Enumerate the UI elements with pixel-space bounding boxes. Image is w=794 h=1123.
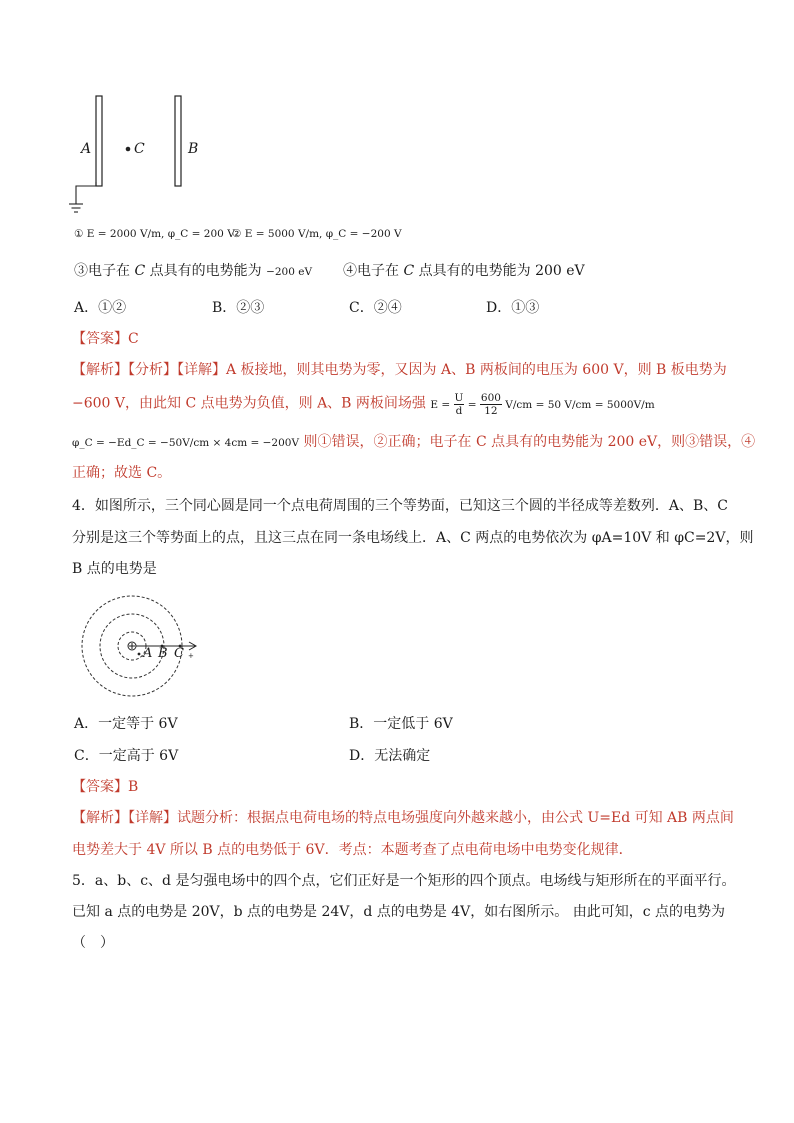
q3-opt4-c: C xyxy=(403,263,415,279)
q3-opt3-val: −200 eV xyxy=(266,266,313,278)
fig2-label-b: B xyxy=(158,646,168,661)
q5-stem-line-2: 已知 a 点的电势是 20V，b 点的电势是 24V，d 点的电势是 4V，如右图所示。 由此可知，c 点的电势为 xyxy=(72,904,726,920)
fig2-label-c: C xyxy=(174,646,184,661)
q3-choice-d: D．①③ xyxy=(486,300,540,316)
q3-exp-line1: A 板接地，则其电势为零，又因为 A、B 两板间的电压为 600 V，则 B 板电势为 xyxy=(226,362,727,378)
q4-stem-line-2: 分别是这三个等势面上的点，且这三点在同一条电场线上．A、C 两点的电势依次为 φA=10V 和 φC=2V，则 xyxy=(72,530,754,546)
q3-opt4-pre: ④电子在 xyxy=(343,263,404,279)
q3-exp-line3-eq: φ_C = −Ed_C = −50V/cm × 4cm = −200V xyxy=(72,437,300,449)
q3-exp-eq1 xyxy=(430,392,655,417)
q3-exp-line2a: −600 V，由此知 C 点电势为负值，则 A、B 两板间场强 xyxy=(72,395,426,412)
q3-explanation-line-4: 正确；故选 C。 xyxy=(72,465,172,481)
point-c-dot xyxy=(126,147,131,152)
q3-exp-line3-text: 则①错误，②正确；电子在 C 点具有的电势能为 200 eV，则③错误，④ xyxy=(299,434,756,450)
q3-explanation-line-2 xyxy=(72,392,655,417)
q4-exp-line1: 试题分析：根据点电荷电场的特点电场强度向外越来越小，由公式 U=Ed 可知 AB 两点间 xyxy=(177,810,734,826)
q3-exp-tag: 【解析】【分析】【详解】 xyxy=(72,362,226,378)
fig1-label-b: B xyxy=(188,141,199,157)
q4-exp-tag: 【解析】【详解】 xyxy=(72,810,177,826)
q3-eq1-post: V/cm = 50 V/cm = 5000V/m xyxy=(505,398,655,411)
q3-choice-a: A．①② xyxy=(74,300,127,316)
q4-stem-line-1: 4．如图所示，三个同心圆是同一个点电荷周围的三个等势面，已知这三个圆的半径成等差数列．A、B、C xyxy=(72,498,729,514)
q5-stem-line-3: （ ） xyxy=(72,935,114,951)
q3-choice-b: B．②③ xyxy=(212,300,265,316)
ground-wire xyxy=(76,182,99,204)
q3-option-1: ① E = 2000 V/m, φ_C = 200 V xyxy=(74,228,235,240)
q4-choice-d: D．无法确定 xyxy=(349,748,431,764)
q4-stem-line-3: B 点的电势是 xyxy=(72,561,157,577)
q3-frac-600-12 xyxy=(480,392,502,417)
q5-stem-line-1: 5．a、b、c、d 是匀强电场中的四个点，它们正好是一个矩形的四个顶点。电场线与矩形所在的平面平行。 xyxy=(72,873,736,889)
q3-explanation-line-1 xyxy=(72,360,727,380)
q4-choice-a: A．一定等于 6V xyxy=(74,716,178,732)
q3-option-3 xyxy=(74,261,312,281)
q4-answer: 【答案】B xyxy=(72,779,139,795)
fig2-plus-mark: + xyxy=(188,652,194,660)
q4-choice-b: B．一定低于 6V xyxy=(349,716,453,732)
point-a-dot xyxy=(138,653,141,656)
q3-frac1-num: U xyxy=(454,392,464,404)
q3-eq1-mid: = xyxy=(467,398,477,411)
q3-opt4-post: 点具有的电势能为 200 eV xyxy=(414,263,585,279)
q3-answer: 【答案】C xyxy=(72,331,139,347)
q3-option-2: ② E = 5000 V/m, φ_C = −200 V xyxy=(232,228,402,240)
q3-frac1-den: d xyxy=(455,405,463,417)
plate-a xyxy=(96,96,102,186)
fig1-label-c: C xyxy=(134,141,145,157)
plate-b xyxy=(175,96,181,186)
concentric-equipotential-figure xyxy=(76,592,206,702)
q3-option-4 xyxy=(343,261,585,281)
q3-frac-u-d xyxy=(454,392,465,417)
q3-eq1-pre: E = xyxy=(430,398,451,411)
q3-opt3-c: C xyxy=(134,263,146,279)
q4-explanation-line-2: 电势差大于 4V 所以 B 点的电势低于 6V．考点：本题考查了点电荷电场中电势变化规律． xyxy=(72,842,633,858)
q4-choice-c: C．一定高于 6V xyxy=(74,748,179,764)
fig1-label-a: A xyxy=(81,141,92,157)
q3-frac2-num: 600 xyxy=(480,392,501,404)
q3-frac2-den: 12 xyxy=(484,405,498,417)
fig2-label-a: A xyxy=(143,646,153,661)
q3-opt3-pre: ③电子在 xyxy=(74,263,135,279)
q4-explanation-line-1 xyxy=(72,808,734,828)
q3-explanation-line-3 xyxy=(72,432,755,452)
q3-opt3-mid: 点具有的电势能为 xyxy=(145,263,267,279)
q3-choice-c: C．②④ xyxy=(349,300,402,316)
